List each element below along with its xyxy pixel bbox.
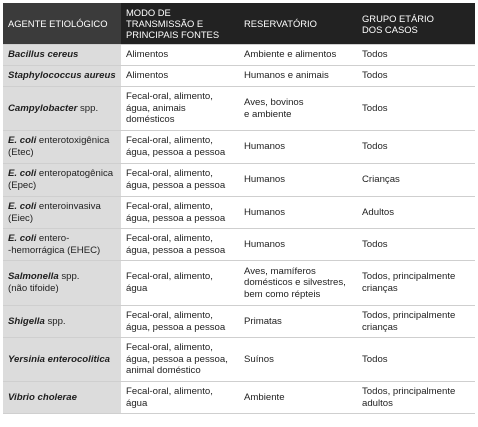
cell-reservoir: Primatas xyxy=(239,306,357,338)
table-row xyxy=(3,45,475,66)
agent-name-italic: E. coli xyxy=(8,168,37,180)
cell-agent xyxy=(3,197,121,229)
cell-age-group: Todos xyxy=(357,229,475,261)
cell-agent xyxy=(3,131,121,164)
cell-age-group: Todos xyxy=(357,45,475,66)
cell-age-group: Adultos xyxy=(357,197,475,229)
cell-transmission: Fecal-oral, alimento, água, pessoa a pessoa, animal doméstico xyxy=(121,338,239,382)
cell-transmission: Alimentos xyxy=(121,45,239,66)
header-row xyxy=(3,3,475,45)
agent-name-rest: spp. xyxy=(44,315,66,327)
agent-name-italic: Yersinia enterocolitica xyxy=(8,353,111,365)
cell-agent xyxy=(3,45,121,66)
cell-age-group: Todos xyxy=(357,131,475,164)
agent-name-rest: enteropatogênica (Epec) xyxy=(8,168,114,191)
agent-name-italic: E. coli xyxy=(8,135,37,147)
cell-agent xyxy=(3,382,121,414)
cell-age-group: Todos, principalmente crianças xyxy=(357,261,475,306)
agent-name-rest: enteroinvasiva (Eiec) xyxy=(8,200,101,224)
agent-name-italic: E. coli xyxy=(8,232,37,244)
cell-reservoir: Humanos xyxy=(239,229,357,261)
table-row xyxy=(3,131,475,164)
table-row xyxy=(3,197,475,229)
table-container xyxy=(3,3,475,414)
cell-agent xyxy=(3,229,121,261)
cell-agent xyxy=(3,66,121,87)
table-row xyxy=(3,87,475,131)
cell-reservoir: Humanos xyxy=(239,197,357,229)
cell-transmission: Alimentos xyxy=(121,66,239,87)
agent-name-italic: Vibrio cholerae xyxy=(8,391,77,403)
cell-transmission: Fecal-oral, alimento, água, pessoa a pessoa xyxy=(121,131,239,164)
agent-name-italic: E. coli xyxy=(8,200,37,212)
agent-name-italic: Shigella xyxy=(8,315,45,327)
table-header xyxy=(3,3,475,45)
table-row xyxy=(3,382,475,414)
cell-transmission: Fecal-oral, alimento, água, animais domésticos xyxy=(121,87,239,131)
header-transmission: MODO DE TRANSMISSÃO E PRINCIPAIS FONTES xyxy=(121,3,239,45)
cell-age-group: Todos, principalmente crianças xyxy=(357,306,475,338)
cell-reservoir: Ambiente xyxy=(239,382,357,414)
agent-name-rest: spp. (não tifoide) xyxy=(8,271,80,294)
header-agent: AGENTE ETIOLÓGICO xyxy=(3,3,121,45)
cell-age-group: Todos xyxy=(357,87,475,131)
cell-reservoir: Humanos e animais xyxy=(239,66,357,87)
cell-age-group: Todos, principalmente adultos xyxy=(357,382,475,414)
agent-name-italic: Staphylococcus aureus xyxy=(8,70,116,82)
agent-name-italic: Bacillus cereus xyxy=(8,49,79,61)
cell-age-group: Todos xyxy=(357,66,475,87)
cell-transmission: Fecal-oral, alimento, água xyxy=(121,382,239,414)
cell-agent xyxy=(3,338,121,382)
cell-reservoir: Humanos xyxy=(239,164,357,197)
cell-age-group: Todos xyxy=(357,338,475,382)
agent-name-italic: Salmonella xyxy=(8,271,59,283)
agent-name-rest: enterotoxigênica (Etec) xyxy=(8,135,110,158)
cell-agent xyxy=(3,164,121,197)
agent-name-italic: Campylobacter xyxy=(8,102,78,114)
cell-agent xyxy=(3,261,121,306)
table-row xyxy=(3,338,475,382)
table-row xyxy=(3,306,475,338)
cell-reservoir: Suínos xyxy=(239,338,357,382)
cell-reservoir: Ambiente e alimentos xyxy=(239,45,357,66)
cell-transmission: Fecal-oral, alimento, água, pessoa a pessoa xyxy=(121,306,239,338)
header-reservoir: RESERVATÓRIO xyxy=(239,3,357,45)
agent-name-rest: entero- -hemorrágica (EHEC) xyxy=(8,232,101,256)
cell-reservoir: Aves, mamíferos domésticos e silvestres, bem como répteis xyxy=(239,261,357,306)
cell-transmission: Fecal-oral, alimento, água, pessoa a pessoa xyxy=(121,164,239,197)
cell-reservoir: Aves, bovinos e ambiente xyxy=(239,87,357,131)
cell-agent xyxy=(3,306,121,338)
table-row xyxy=(3,261,475,306)
table-row xyxy=(3,66,475,87)
table-body xyxy=(3,45,475,414)
cell-age-group: Crianças xyxy=(357,164,475,197)
agent-name-rest: spp. xyxy=(77,102,99,114)
cell-transmission: Fecal-oral, alimento, água, pessoa a pessoa xyxy=(121,197,239,229)
cell-transmission: Fecal-oral, alimento, água, pessoa a pessoa xyxy=(121,229,239,261)
header-age-group: GRUPO ETÁRIO DOS CASOS xyxy=(357,3,475,45)
table-row xyxy=(3,229,475,261)
cell-reservoir: Humanos xyxy=(239,131,357,164)
cell-agent xyxy=(3,87,121,131)
cell-transmission: Fecal-oral, alimento, água xyxy=(121,261,239,306)
etiologic-agents-table xyxy=(3,3,475,414)
table-row xyxy=(3,164,475,197)
